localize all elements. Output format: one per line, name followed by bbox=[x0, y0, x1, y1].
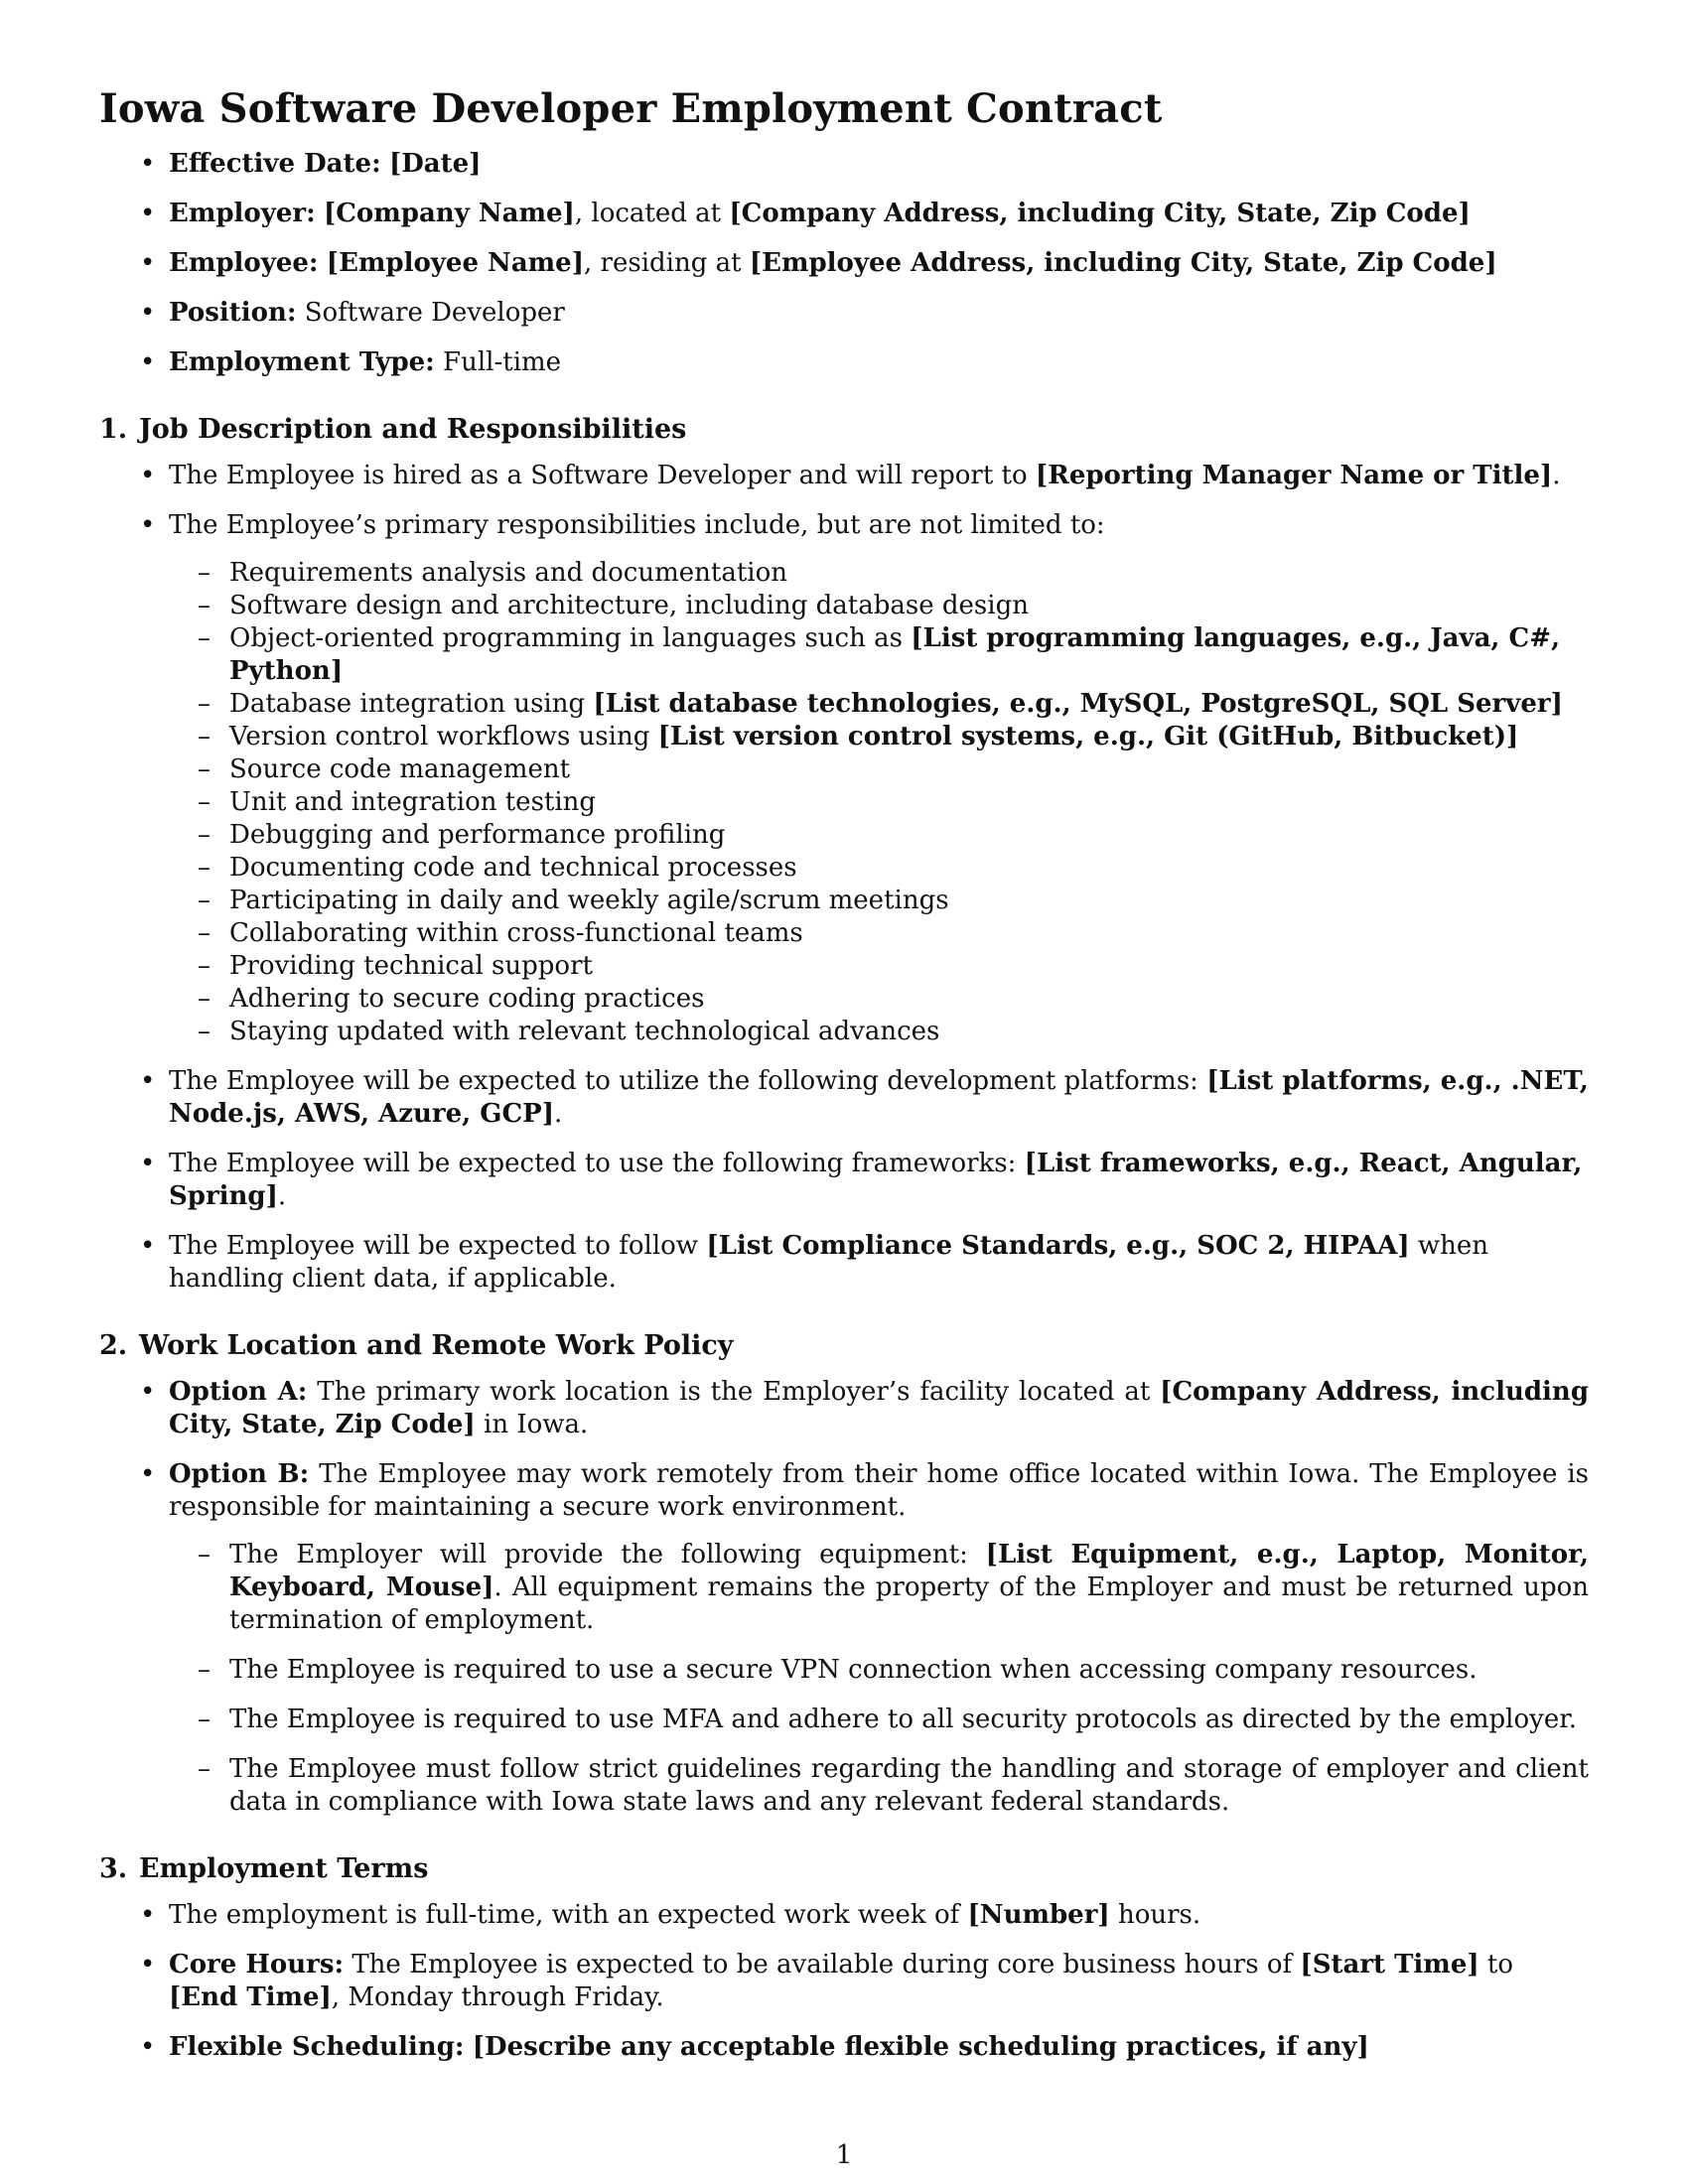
list-item: – Software design and architecture, including database design bbox=[229, 590, 1589, 622]
data-handling-item: – The Employee must follow strict guidelines regarding the handling and storage of employer and client data in compliance with Iowa state laws and any relevant federal standards. bbox=[229, 1753, 1589, 1819]
mfa-item: – The Employee is required to use MFA and adhere to all security protocols as directed by the employer. bbox=[229, 1704, 1589, 1736]
section-1-list bbox=[99, 460, 1589, 1296]
section-3-heading: 3. Employment Terms bbox=[99, 1853, 429, 1884]
option-b-item: • Option B: The Employee may work remotely from their home office located within Iowa. The Employee is responsible for maintaining a secure work environment. – The Employer will provide the following equipment: [List Equipment, e.g., Laptop, Monitor, Keyboard, Mouse]. All equipment remains the property of the Employer and must be returned upon termination of employment. – The Employee is required to use a secure VPN connection when accessing company resources. – The Employee is required to use MFA and adhere to all security protocols as directed by the employer. – The Employee must follow strict guidelines regarding the handling and storage of employer and client data in compliance with Iowa state laws and any relevant federal standards. bbox=[169, 1458, 1589, 1819]
document-title: Iowa Software Developer Employment Contract bbox=[99, 85, 1163, 132]
employer-item: • Employer: [Company Name], located at [Company Address, including City, State, Zip Code] bbox=[169, 198, 1589, 230]
list-item: – Participating in daily and weekly agile/scrum meetings bbox=[229, 885, 1589, 917]
list-item: – Source code management bbox=[229, 753, 1589, 786]
list-item: – Documenting code and technical processes bbox=[229, 852, 1589, 885]
list-item: – Debugging and performance profiling bbox=[229, 819, 1589, 852]
list-item: – Unit and integration testing bbox=[229, 786, 1589, 819]
hours-item: • The employment is full-time, with an expected work week of [Number] hours. bbox=[169, 1899, 1589, 1932]
responsibilities-sublist bbox=[169, 557, 1589, 1048]
list-item: – Version control workflows using [List version control systems, e.g., Git (GitHub, Bitbucket)] bbox=[229, 721, 1589, 753]
section-2-list bbox=[99, 1376, 1589, 1819]
report-item: • The Employee is hired as a Software Developer and will report to [Reporting Manager Name or Title]. bbox=[169, 460, 1589, 492]
list-item: – Staying updated with relevant technological advances bbox=[229, 1016, 1589, 1048]
list-item: – Database integration using [List database technologies, e.g., MySQL, PostgreSQL, SQL Server] bbox=[229, 688, 1589, 721]
vpn-item: – The Employee is required to use a secure VPN connection when accessing company resources. bbox=[229, 1654, 1589, 1687]
core-hours-item: • Core Hours: The Employee is expected to be available during core business hours of [Start Time] to [End Time], Monday through Friday. bbox=[169, 1949, 1589, 2014]
list-item: – Adhering to secure coding practices bbox=[229, 983, 1589, 1016]
section-1-heading: 1. Job Description and Responsibilities bbox=[99, 414, 687, 445]
employee-item: • Employee: [Employee Name], residing at [Employee Address, including City, State, Zip Code] bbox=[169, 247, 1589, 280]
list-item: – Providing technical support bbox=[229, 950, 1589, 983]
responsibilities-item: • The Employee’s primary responsibilities include, but are not limited to: – Requirements analysis and documentation – Software design and architecture, including database design – Object-oriented programming in languages such as [List programming languages, e.g., Java, C#, Python] – Database integration using [List database technologies, e.g., MySQL, PostgreSQL, SQL Server] – Version control workflows using [List version control systems, e.g., Git (GitHub, Bitbucket)] – Source code management – Unit and integration testing – Debugging and performance profiling – Documenting code and technical processes – Participating in daily and weekly agile/scrum meetings – Collaborating within cross-functional teams – Providing technical support – Adhering to secure coding practices – Staying updated with relevant technological advances bbox=[169, 509, 1589, 1048]
list-item: – Collaborating within cross-functional teams bbox=[229, 917, 1589, 950]
compliance-item: • The Employee will be expected to follow [List Compliance Standards, e.g., SOC 2, HIPAA] when handling client data, if applicable. bbox=[169, 1230, 1589, 1296]
platforms-item: • The Employee will be expected to utilize the following development platforms: [List platforms, e.g., .NET, Node.js, AWS, Azure, GCP]. bbox=[169, 1065, 1589, 1131]
equipment-item: – The Employer will provide the following equipment: [List Equipment, e.g., Laptop, Monitor, Keyboard, Mouse]. All equipment remains the property of the Employer and must be returned upon termination of employment. bbox=[229, 1539, 1589, 1637]
option-a-item: • Option A: The primary work location is the Employer’s facility located at [Company Address, including City, State, Zip Code] in Iowa. bbox=[169, 1376, 1589, 1441]
section-2-heading: 2. Work Location and Remote Work Policy bbox=[99, 1330, 734, 1361]
employment-type-item: • Employment Type: Full-time bbox=[169, 346, 1589, 379]
frameworks-item: • The Employee will be expected to use the following frameworks: [List frameworks, e.g., React, Angular, Spring]. bbox=[169, 1148, 1589, 1213]
effective-date-item: • Effective Date: [Date] bbox=[169, 148, 1589, 181]
flex-scheduling-item: • Flexible Scheduling: [Describe any acceptable flexible scheduling practices, if any] bbox=[169, 2031, 1589, 2064]
page-number: 1 bbox=[835, 2140, 853, 2170]
list-item: – Object-oriented programming in languages such as [List programming languages, e.g., Java, C#, Python] bbox=[229, 622, 1589, 688]
section-3-list bbox=[99, 1899, 1589, 2064]
remote-sublist bbox=[169, 1539, 1589, 1819]
header-list bbox=[99, 148, 1589, 379]
list-item: – Requirements analysis and documentation bbox=[229, 557, 1589, 590]
position-item: • Position: Software Developer bbox=[169, 297, 1589, 330]
